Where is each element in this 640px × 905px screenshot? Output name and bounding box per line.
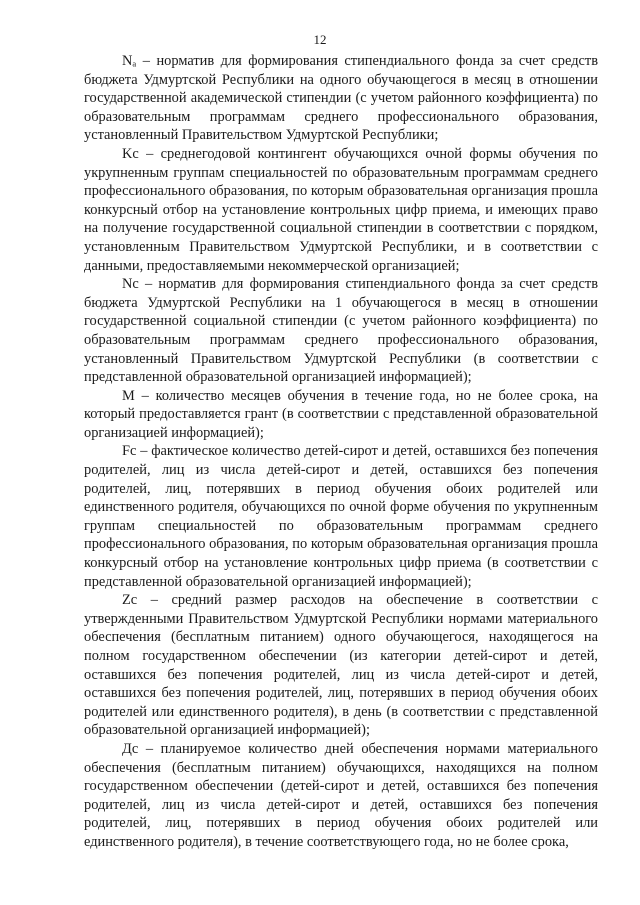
paragraph-fc-definition [84, 442, 598, 591]
formula-symbol: Nₐ [122, 53, 137, 69]
page-number: 12 [313, 32, 327, 47]
definition-text: – среднегодовой контингент обучающихся очной формы обучения по укрупненным группам специальностей по образовательным программам среднего профессионального образования, по которым образовательная организация прошла конкурсный отбор на установление контрольных цифр приема, и имеющих право на получение государственной социальной стипендии в соответствии с порядком, установленным Правительством Удмуртской Республики, и в соответствии с данными, предоставляемыми некоммерческой организацией; [84, 145, 598, 274]
document-body [84, 52, 598, 852]
definition-text: – количество месяцев обучения в течение года, но не более срока, на который предоставляется грант (в соответствии с представленной образовательной организацией информацией); [84, 387, 598, 441]
definition-text: – норматив для формирования стипендиального фонда за счет средств бюджета Удмуртской Республики на 1 обучающегося в месяц в отношении государственной социальной стипендии (с учетом районного коэффициента) по образовательным программам среднего профессионального образования, установленный Правительством Удмуртской Республики (в соответствии с представленной образовательной организацией информацией); [84, 276, 598, 386]
paragraph-zc-definition [84, 591, 598, 740]
paragraph-m-definition [84, 387, 598, 443]
paragraph-kc-definition [84, 145, 598, 275]
definition-text: – норматив для формирования стипендиального фонда за счет средств бюджета Удмуртской Республики на одного обучающегося в месяц в отношении государственной академической стипендии (с учетом районного коэффициента) по образовательным программам среднего профессионального образования, установленный Правительством Удмуртской Республики; [84, 53, 598, 144]
definition-text: – фактическое количество детей-сирот и детей, оставшихся без попечения родителей, лиц из числа детей-сирот и детей, оставшихся без попечения родителей, лиц, потерявших в период обучения обоих родителей или единственного родителя, обучающихся по очной форме обучения по укрупненным группам специальностей по образовательным программам среднего профессионального образования, по которым образовательная организация прошла конкурсный отбор на установление контрольных цифр приема (в соответствии с представленной образовательной организацией информацией); [84, 443, 598, 590]
formula-symbol: Zс [122, 592, 138, 609]
paragraph-na-definition [84, 52, 598, 145]
paragraph-nc-definition [84, 275, 598, 387]
definition-text: – средний размер расходов на обеспечение в соответствии с утвержденными Правительством Удмуртской Республики нормами материального обеспечения (бесплатным питанием) одного обучающегося, находящегося на полном государственном обеспечении (из категории детей-сирот и детей, оставшихся без попечения родителей, лиц из числа детей-сирот и детей, оставшихся без попечения родителей, лиц, потерявших в период обучения обоих родителей или единственного родителя), в день (в соответствии с представленной образовательной организацией информацией); [84, 592, 598, 739]
formula-symbol: Fс [122, 443, 137, 460]
formula-symbol: Kс [122, 145, 139, 162]
formula-symbol: Дс [122, 740, 139, 757]
formula-symbol: Nс [122, 276, 139, 293]
formula-symbol: M [122, 387, 135, 404]
definition-text: – планируемое количество дней обеспечения нормами материального обеспечения (бесплатным питанием) обучающихся, находящихся на полном государственном обеспечении (детей-сирот и детей, оставшихся без попечения родителей, лиц из числа детей-сирот и детей, оставшихся без попечения родителей, лиц, потерявших в период обучения обоих родителей или единственного родителя), в течение соответствующего года, но не более срока, [84, 740, 598, 850]
paragraph-dc-definition [84, 740, 598, 852]
